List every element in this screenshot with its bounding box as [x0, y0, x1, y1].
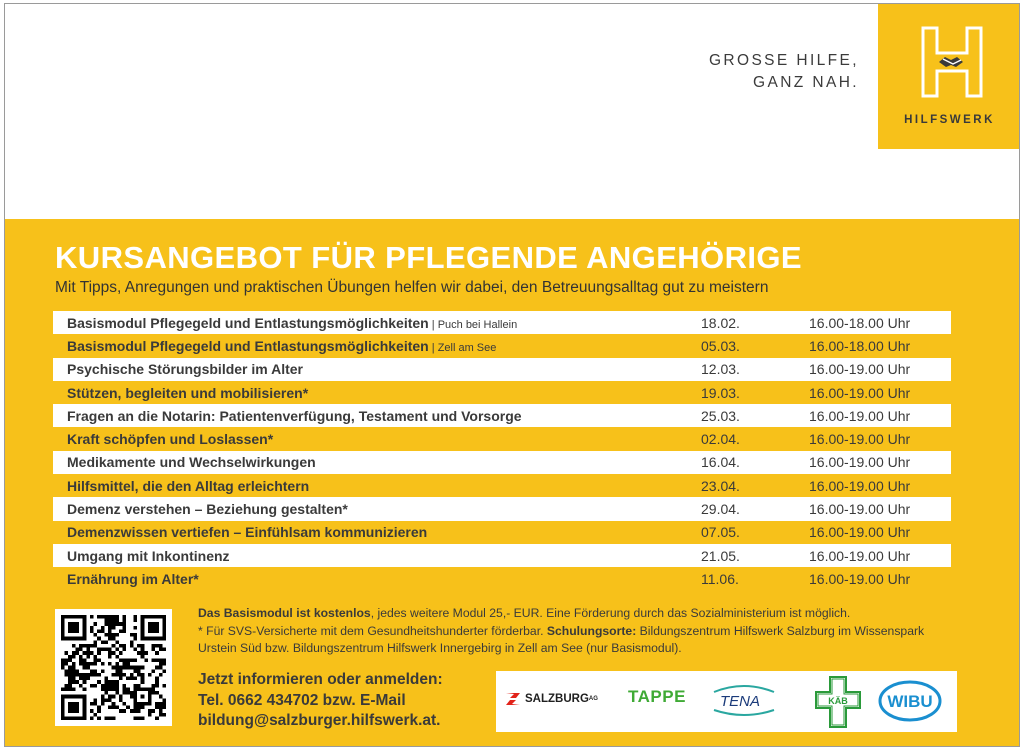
sponsor-kaeb-label: KÄB [828, 696, 848, 706]
course-date: 19.03. [701, 384, 740, 401]
course-date: 29.04. [701, 501, 740, 518]
course-title: Fragen an die Notarin: Patientenverfügung, Testament und Vorsorge [67, 407, 522, 424]
sponsor-salzburg-ag-label: AG [588, 696, 598, 702]
course-table [53, 311, 951, 591]
hilfswerk-logo [878, 4, 1020, 149]
flyer-frame [4, 3, 1020, 747]
course-row [53, 334, 951, 357]
course-title: Umgang mit Inkontinenz [67, 547, 230, 564]
course-date: 18.02. [701, 314, 740, 331]
course-title: Demenzwissen vertiefen – Einfühlsam kommunizieren [67, 524, 428, 541]
qr-code-icon [61, 615, 166, 720]
course-date: 02.04. [701, 431, 740, 448]
course-date: 16.04. [701, 454, 740, 471]
course-date: 23.04. [701, 477, 740, 494]
course-time: 16.00-18.00 Uhr [809, 337, 911, 354]
page-title: KURSANGEBOT FÜR PFLEGENDE ANGEHÖRIGE [55, 240, 802, 275]
course-time: 16.00-18.00 Uhr [809, 314, 911, 331]
course-row [53, 497, 951, 520]
contact-block [198, 670, 443, 732]
info-svs: * Für SVS-Versicherte mit dem Gesundheitshunderter förderbar. [198, 623, 547, 638]
course-time: 16.00-19.00 Uhr [809, 477, 911, 494]
course-date: 12.03. [701, 361, 740, 378]
course-row [53, 358, 951, 381]
salzburg-ag-icon [504, 691, 522, 707]
info-free-rest: , jedes weitere Modul 25,- EUR. Eine Förderung durch das Sozialministerium ist möglich. [370, 606, 851, 620]
course-title: Stützen, begleiten und mobilisieren* [67, 384, 309, 401]
info-locations-rest: Bildungszentrum Hilfswerk Salzburg im Wissenspark Urstein Süd bzw. Bildungszentrum Hilfswerk Innergebirg in Zell am See (nur Basismodul). [198, 623, 925, 655]
page-subtitle: Mit Tipps, Anregungen und praktischen Übungen helfen wir dabei, den Betreuungsalltag gut zu meistern [55, 279, 769, 296]
contact-line-1: Jetzt informieren oder anmelden: [198, 671, 443, 688]
logo-wordmark: HILFSWERK [904, 114, 995, 126]
course-time: 16.00-19.00 Uhr [809, 384, 911, 401]
info-free-bold: Das Basismodul ist kostenlos [198, 606, 371, 620]
course-title: Basismodul Pflegegeld und Entlastungsmöglichkeiten | Puch bei Hallein [67, 314, 518, 331]
sponsor-salzburg-ag [504, 691, 598, 707]
slogan [709, 50, 859, 94]
sponsor-bar [496, 671, 957, 732]
course-time: 16.00-19.00 Uhr [809, 431, 911, 448]
course-time: 16.00-19.00 Uhr [809, 570, 911, 587]
sponsor-tena-label: TENA [720, 693, 761, 710]
course-row [53, 427, 951, 450]
course-title: Medikamente und Wechselwirkungen [67, 454, 316, 471]
contact-email-link[interactable]: bildung@salzburger.hilfswerk.at. [198, 712, 441, 729]
course-section [5, 219, 1019, 747]
sponsor-wibu-label: WIBU [887, 692, 933, 711]
course-location: | Puch bei Hallein [428, 318, 518, 331]
course-row [53, 381, 951, 404]
sponsor-wibu [878, 680, 942, 722]
slogan-line-1: GROSSE HILFE, [708, 52, 859, 69]
course-row [53, 311, 951, 334]
wibu-logo-icon [878, 680, 942, 722]
course-row [53, 404, 951, 427]
info-text [198, 605, 958, 658]
course-date: 25.03. [701, 407, 740, 424]
course-title: Demenz verstehen – Beziehung gestalten* [67, 501, 348, 518]
sponsor-salzburg-label: SALZBURG [525, 693, 589, 705]
course-row [53, 521, 951, 544]
contact-phone: Tel. 0662 434702 bzw. E-Mail [198, 691, 406, 709]
course-title: Kraft schöpfen und Loslassen* [67, 431, 274, 448]
course-date: 07.05. [701, 524, 740, 541]
course-time: 16.00-19.00 Uhr [809, 547, 911, 564]
course-row [53, 451, 951, 474]
course-row [53, 474, 951, 497]
sponsor-tena [710, 682, 778, 718]
course-title: Hilfsmittel, die den Alltag erleichtern [67, 477, 310, 494]
tena-logo-icon [710, 682, 778, 718]
info-locations-bold: Schulungsorte: [546, 623, 637, 638]
course-title: Basismodul Pflegegeld und Entlastungsmöglichkeiten | Zell am See [67, 337, 497, 354]
course-row [53, 544, 951, 567]
header [5, 4, 1019, 219]
course-time: 16.00-19.00 Uhr [809, 454, 911, 471]
course-date: 11.06. [701, 570, 739, 587]
sponsor-tappe: TAPPE [628, 687, 686, 706]
course-title: Psychische Störungsbilder im Alter [67, 361, 303, 378]
kaeb-cross-icon [815, 676, 861, 728]
course-location: | Zell am See [428, 341, 497, 354]
course-date: 05.03. [701, 337, 740, 354]
slogan-line-2: GANZ NAH. [753, 74, 859, 91]
course-row [53, 567, 951, 590]
qr-code[interactable] [55, 609, 172, 726]
course-time: 16.00-19.00 Uhr [809, 361, 911, 378]
course-time: 16.00-19.00 Uhr [809, 524, 911, 541]
course-time: 16.00-19.00 Uhr [809, 407, 911, 424]
course-date: 21.05. [701, 547, 740, 564]
course-title: Ernährung im Alter* [67, 570, 199, 587]
course-time: 16.00-19.00 Uhr [809, 501, 911, 518]
hilfswerk-h-handshake-icon [921, 26, 983, 98]
sponsor-kaeb [815, 676, 861, 728]
